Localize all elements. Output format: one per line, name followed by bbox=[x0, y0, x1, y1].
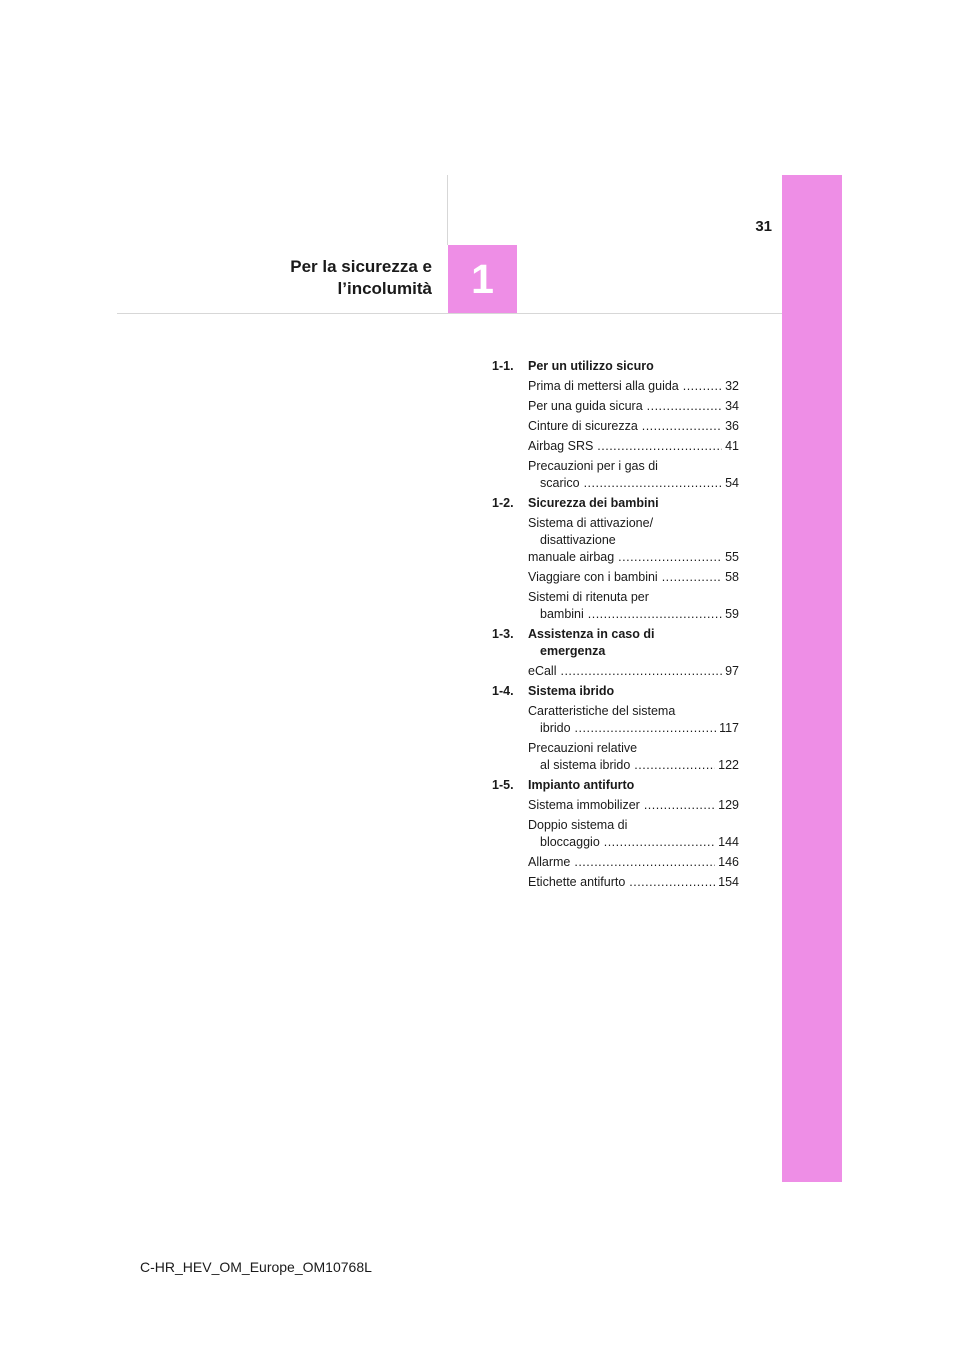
toc-entry[interactable] bbox=[528, 418, 739, 435]
entry-title: scarico ..... bbox=[528, 475, 722, 492]
chapter-title-line1: Per la sicurezza e bbox=[290, 257, 432, 276]
entry-title: Cinture di sicurezza ..... bbox=[528, 418, 722, 435]
entry-page: 122 bbox=[718, 758, 739, 772]
entry-page: 146 bbox=[718, 855, 739, 869]
entry-title: Airbag SRS ..... bbox=[528, 438, 722, 455]
chapter-number-box: 1 bbox=[448, 245, 517, 313]
toc-entry[interactable] bbox=[528, 438, 739, 455]
toc-section-1-3[interactable] bbox=[492, 626, 739, 660]
toc-entry[interactable] bbox=[528, 515, 739, 566]
entry-title: ibrido ..... bbox=[528, 720, 716, 737]
entry-page: 154 bbox=[718, 875, 739, 889]
document-code: C-HR_HEV_OM_Europe_OM10768L bbox=[140, 1259, 372, 1275]
chapter-title bbox=[200, 256, 432, 300]
entry-title: bambini ..... bbox=[528, 606, 722, 623]
toc-section-1-1[interactable] bbox=[492, 358, 739, 375]
entry-page: 54 bbox=[725, 476, 739, 490]
entry-page: 129 bbox=[718, 798, 739, 812]
entry-title: Sistema immobilizer ..... bbox=[528, 797, 715, 814]
toc-entry[interactable] bbox=[528, 569, 739, 586]
page-number: 31 bbox=[755, 218, 772, 235]
entry-page: 117 bbox=[719, 721, 739, 735]
section-number: 1-2. bbox=[492, 496, 514, 510]
toc-entry[interactable] bbox=[528, 458, 739, 492]
entry-title: eCall ..... bbox=[528, 663, 722, 680]
entry-title-line1: Sistemi di ritenuta per bbox=[528, 590, 649, 604]
chapter-title-line2: l’incolumità bbox=[337, 279, 432, 298]
section-title: Impianto antifurto bbox=[528, 778, 635, 792]
header-divider-vertical bbox=[447, 175, 448, 245]
entry-title-line1: Precauzioni per i gas di bbox=[528, 459, 658, 473]
toc-entry[interactable] bbox=[528, 797, 739, 814]
section-number: 1-3. bbox=[492, 627, 514, 641]
entry-title-line1: Caratteristiche del sistema bbox=[528, 704, 676, 718]
section-title: Assistenza in caso di bbox=[528, 627, 655, 641]
section-number: 1-5. bbox=[492, 778, 514, 792]
entry-page: 32 bbox=[725, 379, 739, 393]
entry-title: bloccaggio ..... bbox=[528, 834, 715, 851]
entry-title-line1: Doppio sistema di bbox=[528, 818, 628, 832]
entry-title: Etichette antifurto ..... bbox=[528, 874, 715, 891]
entry-page: 41 bbox=[725, 439, 739, 453]
chapter-thumb-tab bbox=[782, 175, 842, 1182]
entry-page: 58 bbox=[725, 570, 739, 584]
entry-title: Prima di mettersi alla guida ..... bbox=[528, 378, 722, 395]
section-title: Sistema ibrido bbox=[528, 684, 615, 698]
toc-entry[interactable] bbox=[528, 589, 739, 623]
entry-page: 97 bbox=[725, 664, 739, 678]
header-divider-horizontal bbox=[117, 313, 782, 314]
entry-title: Per una guida sicura ..... bbox=[528, 398, 722, 415]
section-title: Sicurezza dei bambini bbox=[528, 496, 659, 510]
toc-entry[interactable] bbox=[528, 703, 739, 737]
toc-section-1-4[interactable] bbox=[492, 683, 739, 700]
toc-section-1-5[interactable] bbox=[492, 777, 739, 794]
entry-title: Viaggiare con i bambini ..... bbox=[528, 569, 722, 586]
entry-title-line1: Precauzioni relative bbox=[528, 741, 638, 755]
entry-page: 36 bbox=[725, 419, 739, 433]
entry-title-line1: Sistema di attivazione/ bbox=[528, 516, 654, 530]
toc-entry[interactable] bbox=[528, 854, 739, 871]
section-title-line2: emergenza bbox=[540, 644, 606, 658]
entry-page: 55 bbox=[725, 550, 739, 564]
entry-title: manuale airbag ..... bbox=[528, 549, 722, 566]
toc-entry[interactable] bbox=[528, 663, 739, 680]
toc-section-1-2[interactable] bbox=[492, 495, 739, 512]
entry-page: 144 bbox=[718, 835, 739, 849]
toc-entry[interactable] bbox=[528, 817, 739, 851]
entry-title: Allarme ..... bbox=[528, 854, 715, 871]
entry-page: 34 bbox=[725, 399, 739, 413]
toc-entry[interactable] bbox=[528, 378, 739, 395]
section-number: 1-1. bbox=[492, 359, 514, 373]
table-of-contents bbox=[492, 355, 739, 894]
entry-title: al sistema ibrido ..... bbox=[528, 757, 715, 774]
section-number: 1-4. bbox=[492, 684, 514, 698]
section-title: Per un utilizzo sicuro bbox=[528, 359, 654, 373]
toc-entry[interactable] bbox=[528, 740, 739, 774]
toc-entry[interactable] bbox=[528, 398, 739, 415]
toc-entry[interactable] bbox=[528, 874, 739, 891]
entry-page: 59 bbox=[725, 607, 739, 621]
entry-title-line2: disattivazione bbox=[540, 533, 616, 547]
